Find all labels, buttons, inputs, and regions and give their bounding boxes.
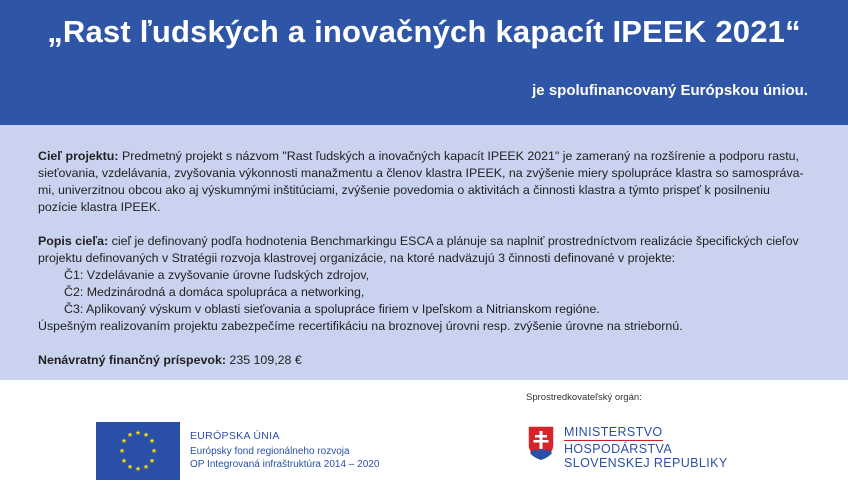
description-closing: Úspešným realizovaním projektu zabezpečíme recertifikáciu na broznovej úrovni resp. zvýšenie úrovne na striebornú. xyxy=(38,319,683,333)
svg-text:★: ★ xyxy=(126,431,134,439)
ministry-line-2: HOSPODÁRSTVA xyxy=(564,442,673,456)
activity-item-2: Č2: Medzinárodná a domáca spolupráca a networking, xyxy=(64,285,365,299)
ministry-line-1: MINISTERSTVO xyxy=(564,425,663,439)
svg-text:★: ★ xyxy=(142,431,150,439)
svg-text:★: ★ xyxy=(118,447,126,455)
contribution-section xyxy=(38,352,810,369)
intermediary-label: Sprostredkovateľský orgán: xyxy=(526,392,642,403)
cofinanced-subtitle: je spolufinancovaný Európskou úniou. xyxy=(532,82,808,99)
svg-text:★: ★ xyxy=(150,447,158,455)
ministry-line-3: SLOVENSKEJ REPUBLIKY xyxy=(564,456,728,470)
ministry-name xyxy=(564,425,728,470)
svg-text:★: ★ xyxy=(148,437,156,445)
description-section xyxy=(38,233,810,335)
eu-name: EURÓPSKA ÚNIA xyxy=(190,430,280,442)
svg-text:★: ★ xyxy=(120,457,128,465)
footer-logos xyxy=(0,380,848,485)
activity-item-3: Č3: Aplikovaný výskum v oblasti sieťovania a spolupráce firiem v Ipeľskom a Nitrianskom regióne. xyxy=(64,302,600,316)
svg-text:★: ★ xyxy=(134,429,142,437)
svg-text:★: ★ xyxy=(134,465,142,473)
eu-flag-icon xyxy=(96,422,180,480)
goal-section xyxy=(38,148,810,216)
description-label: Popis cieľa: xyxy=(38,234,109,248)
description-text: cieľ je definovaný podľa hodnotenia Benchmarkingu ESCA a plánuje sa naplniť prostredníctvom realizácie špecifických cieľov projektu definovaných v Stratégii rozvoja klastrovej organizácie, na ktoré nadväzujú 3 činnosti definované v projekte: xyxy=(38,234,799,265)
goal-label: Cieľ projektu: xyxy=(38,149,119,163)
contribution-value: 235 109,28 € xyxy=(225,353,302,367)
eu-programme-name: OP Integrovaná infraštruktúra 2014 – 2020 xyxy=(190,459,380,470)
project-info-panel xyxy=(0,125,848,380)
svg-text:★: ★ xyxy=(142,463,150,471)
project-title: „Rast ľudských a inovačných kapacít IPEEK 2021“ xyxy=(47,14,801,49)
header-banner xyxy=(0,0,848,125)
activity-item-1: Č1: Vzdelávanie a zvyšovanie úrovne ľudských zdrojov, xyxy=(64,268,370,282)
svg-text:★: ★ xyxy=(120,437,128,445)
slovak-crest-icon xyxy=(527,425,555,461)
eu-fund-text xyxy=(190,430,379,471)
svg-text:★: ★ xyxy=(148,457,156,465)
contribution-label: Nenávratný finančný príspevok: xyxy=(38,353,226,367)
eu-fund-name: Európsky fond regionálneho rozvoja xyxy=(190,446,350,457)
goal-text: Predmetný projekt s názvom "Rast ľudských a inovačných kapacít IPEEK 2021" je zameraný na rozšírenie a podporu rastu, sieťovania, vzdelávania, zvyšovania výkonnosti manažmentu a členov klastra IPEEK, na zvýšenie miery spolupráce klastra so samospráva-mi, univerzitnou obcou ako aj výskumnými inštitúciami, zvýšenie povedomia o aktivitách a činnosti klastra a týmto prispeť k posilneniu pozície klastra IPEEK. xyxy=(38,149,804,214)
svg-text:★: ★ xyxy=(126,463,134,471)
